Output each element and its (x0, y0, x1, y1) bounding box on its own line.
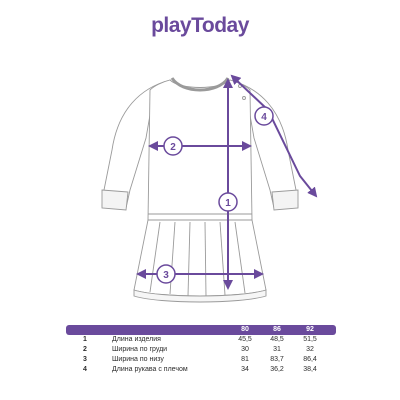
row-value: 36,2 (270, 366, 284, 373)
size-92-header: 92 (306, 326, 314, 333)
row-value: 45,5 (238, 336, 252, 343)
row-value: 51,5 (303, 336, 317, 343)
svg-text:2: 2 (170, 142, 176, 153)
row-value: 81 (241, 356, 249, 363)
row-value: 86,4 (303, 356, 317, 363)
table-row (66, 335, 336, 345)
row-number: 3 (83, 356, 87, 363)
row-number: 1 (83, 336, 87, 343)
row-label: Ширина по груди (112, 346, 168, 353)
size-table-header (66, 325, 336, 335)
row-value: 30 (241, 346, 249, 353)
marker-3 (157, 265, 175, 283)
svg-text:3: 3 (163, 270, 169, 281)
marker-1 (219, 193, 237, 211)
row-value: 31 (273, 346, 281, 353)
size-80-header: 80 (241, 326, 249, 333)
marker-4 (255, 107, 273, 125)
size-table (66, 325, 336, 375)
row-value: 48,5 (270, 336, 284, 343)
row-label: Длина рукава с плечом (112, 366, 188, 373)
row-number: 4 (83, 366, 87, 373)
row-value: 32 (306, 346, 314, 353)
row-value: 34 (241, 366, 249, 373)
svg-text:1: 1 (225, 198, 231, 209)
row-label: Длина изделия (112, 336, 161, 343)
marker-2 (164, 137, 182, 155)
brand-logo: playToday (151, 14, 249, 37)
table-row (66, 345, 336, 355)
row-label: Ширина по низу (112, 356, 164, 363)
row-value: 83,7 (270, 356, 284, 363)
table-row (66, 355, 336, 365)
row-number: 2 (83, 346, 87, 353)
size-86-header: 86 (273, 326, 281, 333)
row-value: 38,4 (303, 366, 317, 373)
table-row (66, 365, 336, 375)
svg-text:4: 4 (261, 112, 267, 123)
